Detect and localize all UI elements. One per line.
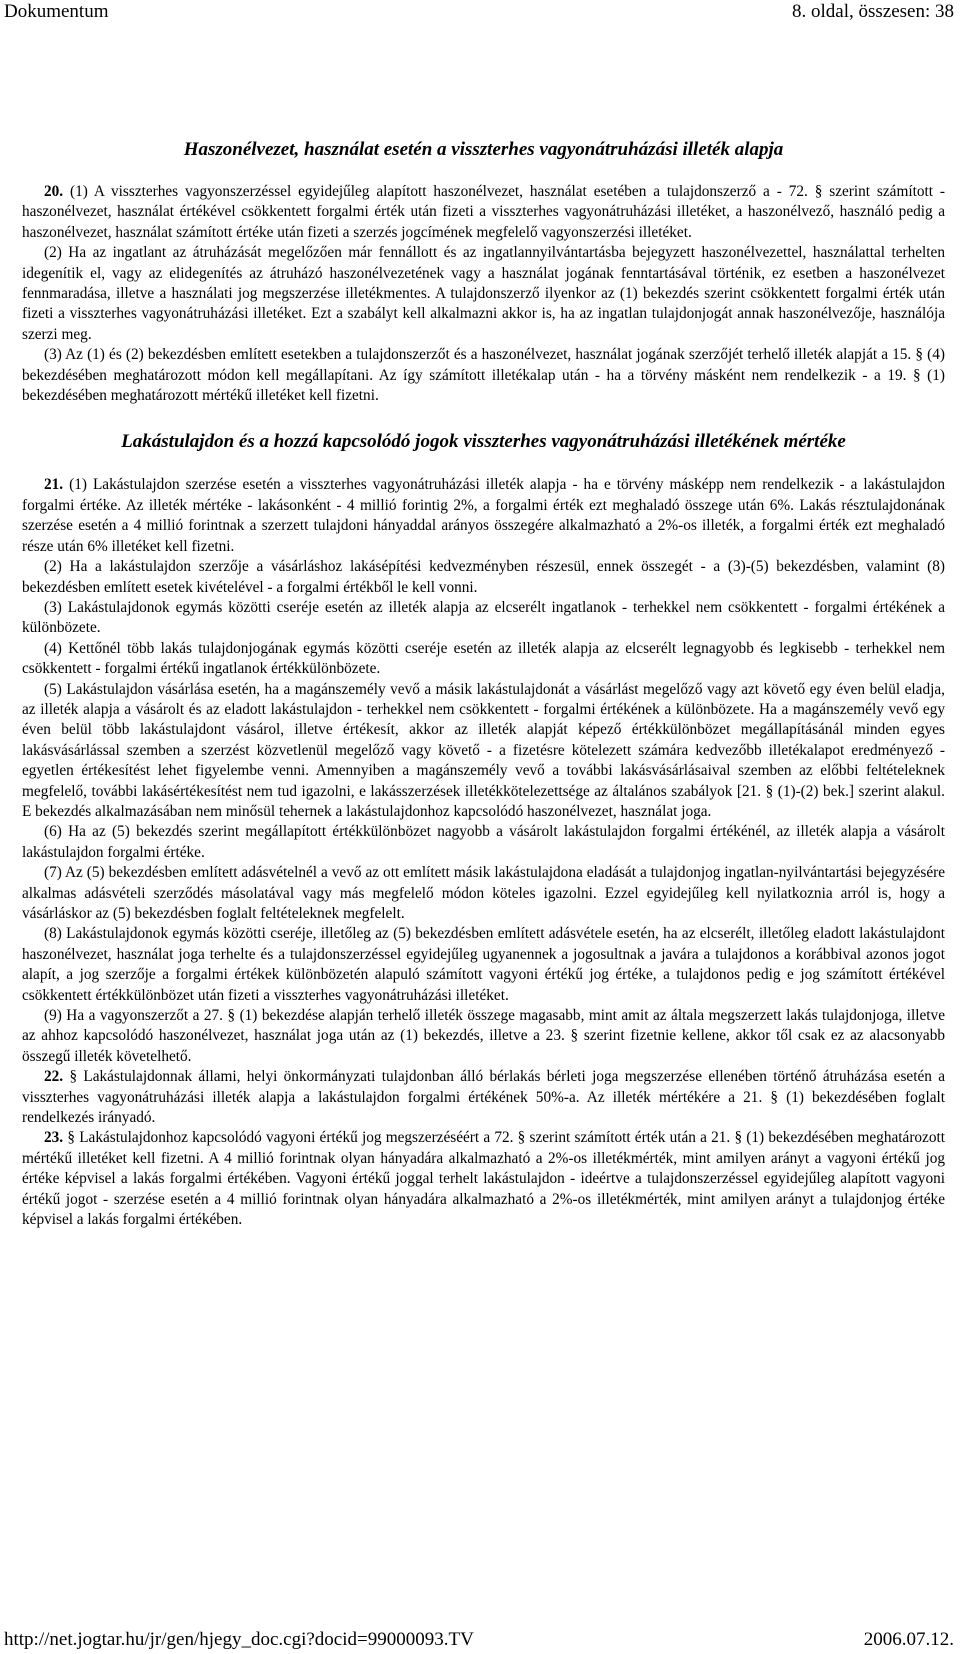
- print-date: 2006.07.12.: [863, 1629, 954, 1650]
- section-21-paragraph-7: (7) Az (5) bekezdésben említett adásvételnél a vevő az ott említett másik lakástulajdona eladását a tulajdonjog ingatlan-nyilvántartási bejegyzésére alkalmas adásvételi szerződés másolatával vagy más megfelelő módon köteles igazolni. Ezzel egyidejűleg kell nyilatkoznia arról is, hogy a vásárláskor az (5) bekezdésben foglalt feltételeknek megfelelt.: [22, 864, 945, 922]
- section-21-paragraph-9: (9) Ha a vagyonszerzőt a 27. § (1) bekezdése alapján terhelő illeték összege magasabb, mint amit az általa megszerzett lakás tulajdonjoga, illetve az ahhoz kapcsolódó haszonélvezet, használat joga után az (1) bekezdés, illetve a 23. § szerint fizetnie kellene, akkor től csak ez az alacsonyabb összegű illeték követelhető.: [22, 1007, 945, 1065]
- section-20-paragraph-2: (2) Ha az ingatlant az átruházását megelőzően már fennállott és az ingatlannyilvántartásba bejegyzett haszonélvezettel, használattal terhelten idegenítik el, vagy az elidegenítés az átruházó haszonélvezetének vagy a használat jogának fenntartásával történik, ez esetben a haszonélvezet fennmaradása, illetve a használati jog megszerzése illetékmentes. A tulajdonszerző ilyenkor az (1) bekezdés szerint csökkentett forgalmi érték után fizeti a visszterhes vagyonátruházási illetéket. Ezt a szabályt kell alkalmazni akkor is, ha az ingatlan tulajdonjogát annak haszonélvezője, használója szerzi meg.: [22, 244, 945, 343]
- section-21-paragraph-6: (6) Ha az (5) bekezdés szerint megállapított értékkülönbözet nagyobb a vásárolt lakástulajdon forgalmi értékénél, az illeték alapja a vásárolt lakástulajdon forgalmi értéke.: [22, 823, 945, 861]
- page-counter: 8. oldal, összesen: 38: [791, 1, 954, 22]
- section-number: 23.: [44, 1129, 64, 1147]
- section-number: 21.: [44, 476, 64, 494]
- section-number: 22.: [44, 1068, 64, 1086]
- document-body: [22, 138, 945, 1231]
- section-21-paragraph-8: (8) Lakástulajdonok egymás közötti cseréje, illetőleg az (5) bekezdésben említett adásvétele esetén, ha az elcserélt, illetőleg eladott lakástulajdont haszonélvezet, használat joga terhelte és a tulajdonszerzéssel egyidejűleg ugyanennek a jogosultnak a javára a tulajdonos a korábbival azonos jogot alapít, a jog szerzője a forgalmi értékek különbözetén alapuló számított vagyoni értékű jog értéke, a tulajdonos pedig e jog számított értékével csökkentett értékkülönbözet után fizeti a visszterhes vagyonátruházási illetéket.: [22, 925, 945, 1004]
- section-22-paragraph: 22. § Lakástulajdonnak állami, helyi önkormányzati tulajdonban álló bérlakás bérleti joga megszerzése ellenében történő átruházása esetén a visszterhes vagyonátruházási illeték alapja a lakástulajdon forgalmi értékének 50%-a. Az illeték mértékére a 21. § (1) bekezdésében foglalt rendelkezés irányadó.: [22, 1068, 945, 1127]
- section-21-paragraph-1: 21. (1) Lakástulajdon szerzése esetén a visszterhes vagyonátruházási illeték alapja - ha e törvény másképp nem rendelkezik - a lakástulajdon forgalmi értéke. Az illeték mértéke - lakásonként - 4 millió forintig 2%, a forgalmi érték ezt meghaladó összege után 6%. Lakás résztulajdonának szerzése esetén a 4 millió forintnak a szerzett tulajdoni hányaddal arányos összegére alkalmazható a 2%-os illeték, a forgalmi érték ezt meghaladó része után 6% illetéket kell fizetni.: [22, 476, 945, 555]
- document-label: Dokumentum: [4, 1, 109, 22]
- section-21-paragraph-4: (4) Kettőnél több lakás tulajdonjogának egymás közötti cseréje esetén az illeték alapja az elcserélt legnagyobb és legkisebb - terhekkel nem csökkentett - forgalmi értékű ingatlanok értékkülönbözete.: [22, 639, 945, 678]
- section-number: 20.: [44, 183, 64, 200]
- page-header: [0, 0, 960, 26]
- section-23-paragraph: 23. § Lakástulajdonhoz kapcsolódó vagyoni értékű jog megszerzéséért a 72. § szerint számított érték után a 21. § (1) bekezdésében meghatározott mértékű illetéket kell fizetni. A 4 millió forintnak olyan hányadára alkalmazható a 2%-os illetékmérték, mint amilyen arányt a vagyoni értékű jog értéke képvisel a lakás forgalmi értékében. Vagyoni értékű joggal terhelt lakástulajdon - ideértve a tulajdonszerzéssel egyidejűleg alapított vagyoni értékű jogot - szerzése esetén a 4 millió forintnak olyan hányadára alkalmazható a 2%-os illetékmérték, mint amilyen arányt a tulajdonjog értéke képvisel a lakás forgalmi értékében.: [22, 1129, 945, 1229]
- section-20-paragraph-3: (3) Az (1) és (2) bekezdésben említett esetekben a tulajdonszerzőt és a haszonélvezet, használat jogának szerzőjét terhelő illeték alapját a 15. § (4) bekezdésében meghatározott módon kell megállapítani. Az így számított illetékalap után - ha a törvény másként nem rendelkezik - a 19. § (1) bekezdésében meghatározott mértékű illetéket kell fizetni.: [22, 346, 945, 405]
- section-21-paragraph-5: (5) Lakástulajdon vásárlása esetén, ha a magánszemély vevő a másik lakástulajdonát a vásárlást megelőző vagy azt követő egy éven belül eladja, az illeték alapja a vásárolt és az eladott lakástulajdon - terhekkel nem csökkentett - forgalmi értékének a különbözete. Ha a magánszemély vevő egy éven belül több lakástulajdont vásárol, illetve értékesít, akkor az illeték alapját képező értékkülönbözet megállapításánál minden egyes lakásvásárlással szemben a szerzést közvetlenül megelőző vagy követő - a fizetésre kötelezett számára kedvezőbb illetékalapot eredményező - egyetlen értékesítést lehet figyelembe venni. Amennyiben a magánszemély vevő a további lakásvásárlásaival szemben az előbbi feltételeknek megfelelő, további lakásértékesítést nem tud igazolni, e lakásszerzések illetékkötelezettsége az általános szabályok [21. § (1)-(2) bek.] szerint alakul. E bekezdés alkalmazásában nem minősül tehernek a lakástulajdonhoz kapcsolódó haszonélvezet, használat joga.: [22, 680, 945, 820]
- section-title-haszonelvezet: Haszonélvezet, használat esetén a visszterhes vagyonátruházási illeték alapja: [183, 139, 784, 160]
- section-21-paragraph-3: (3) Lakástulajdonok egymás közötti cseréje esetén az illeték alapja az elcserélt ingatlanok - terhekkel nem csökkentett - forgalmi értékének a különbözete.: [22, 598, 945, 637]
- section-title-lakastulajdon: Lakástulajdon és a hozzá kapcsolódó jogok visszterhes vagyonátruházási illetékének mértéke: [121, 431, 846, 453]
- source-url: http://net.jogtar.hu/jr/gen/hjegy_doc.cgi?docid=99000093.TV: [4, 1629, 474, 1650]
- page-footer: [0, 1626, 960, 1654]
- section-21-paragraph-2: (2) Ha a lakástulajdon szerzője a vásárláshoz lakásépítési kedvezményben részesül, ennek összegét - a (3)-(5) bekezdésben, valamint (8) bekezdésben említett esetek kivételével - a forgalmi értékből le kell vonni.: [22, 558, 945, 596]
- section-20-paragraph-1: 20. (1) A visszterhes vagyonszerzéssel egyidejűleg alapított haszonélvezet, használat esetében a tulajdonszerző a - 72. § szerint számított - haszonélvezet, használat értékével csökkentett forgalmi érték után fizeti a visszterhes vagyonátruházási illetéket, a haszonélvező, használó pedig a haszonélvezet, használat számított értéke után fizeti a szerzés jogcímének megfelelő vagyonszerzési illetéket.: [22, 183, 945, 241]
